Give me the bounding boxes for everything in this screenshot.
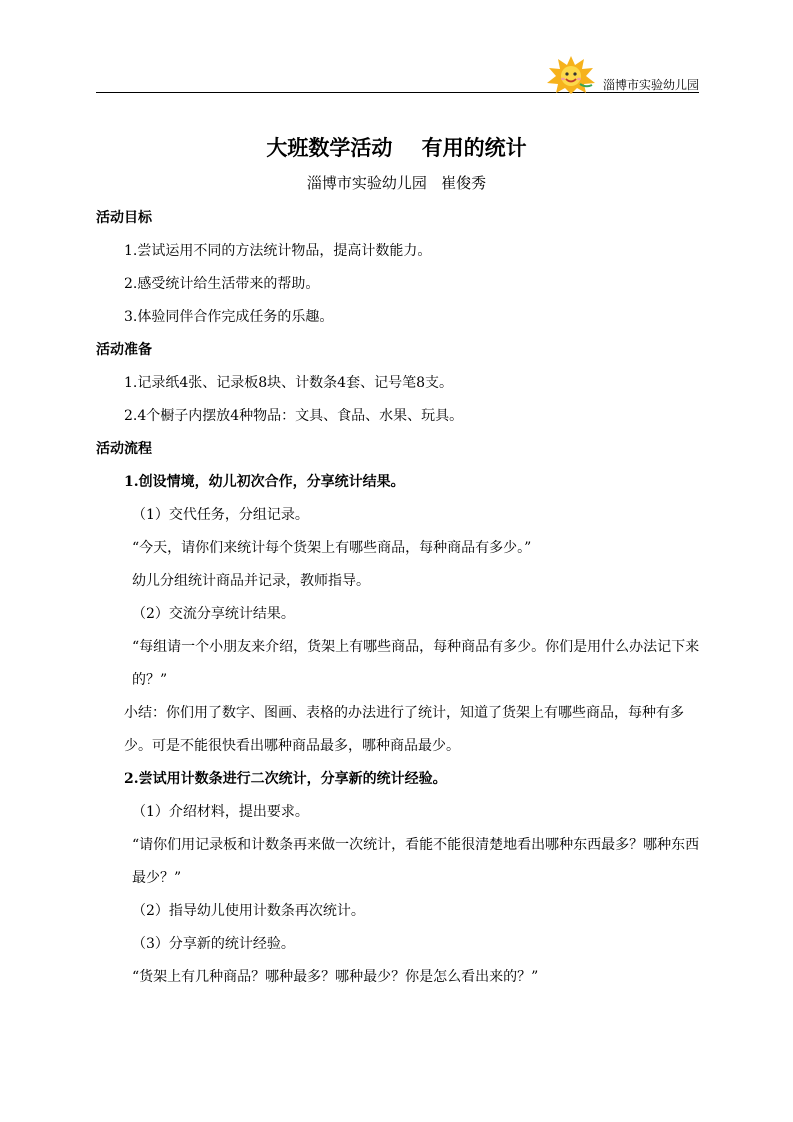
step-summary: 小结：你们用了数字、图画、表格的办法进行了统计，知道了货架上有哪些商品，每种有多少。可是不能很快看出哪种商品最多，哪种商品最少。 <box>124 705 684 754</box>
goal-item: 2.感受统计给生活带来的帮助。 <box>124 276 320 292</box>
header-school-name: 淄博市实验幼儿园 <box>602 78 699 92</box>
step-line: （3）分享新的统计经验。 <box>132 936 295 952</box>
step-line: “今天，请你们来统计每个货架上有哪些商品，每种商品有多少。” <box>132 540 532 556</box>
sun-logo-icon <box>544 54 598 94</box>
step-title: 1.创设情境，幼儿初次合作，分享统计结果。 <box>124 474 405 490</box>
section-heading-process: 活动流程 <box>96 441 152 457</box>
step-title: 2.尝试用计数条进行二次统计，分享新的统计经验。 <box>124 771 447 787</box>
page-title: 大班数学活动 有用的统计 <box>266 136 527 160</box>
step-line: “每组请一个小朋友来介绍，货架上有哪些商品，每种商品有多少。你们是用什么办法记下来的？” <box>132 639 700 688</box>
step-line: （1）介绍材料，提出要求。 <box>132 804 309 820</box>
step-line: “请你们用记录板和计数条再来做一次统计，看能不能很清楚地看出哪种东西最多？哪种东西最少？” <box>132 837 700 886</box>
step-line: （2）指导幼儿使用计数条再次统计。 <box>132 903 365 919</box>
goal-item: 1.尝试运用不同的方法统计物品，提高计数能力。 <box>124 243 432 259</box>
section-heading-prep: 活动准备 <box>96 342 152 358</box>
step-line: “货架上有几种商品？哪种最多？哪种最少？你是怎么看出来的？” <box>132 969 539 985</box>
page-subtitle: 淄博市实验幼儿园 崔俊秀 <box>306 174 487 192</box>
section-heading-goals: 活动目标 <box>96 210 152 226</box>
prep-item: 1.记录纸4张、记录板8块、计数条4套、记号笔8支。 <box>124 375 453 391</box>
step-line: （2）交流分享统计结果。 <box>132 606 295 622</box>
page-header <box>96 52 699 93</box>
step-line: （1）交代任务，分组记录。 <box>132 507 309 523</box>
document-body <box>96 202 700 994</box>
prep-item: 2.4个橱子内摆放4种物品：文具、食品、水果、玩具。 <box>124 408 464 424</box>
goal-item: 3.体验同伴合作完成任务的乐趣。 <box>124 309 334 325</box>
step-line: 幼儿分组统计商品并记录，教师指导。 <box>132 573 370 589</box>
